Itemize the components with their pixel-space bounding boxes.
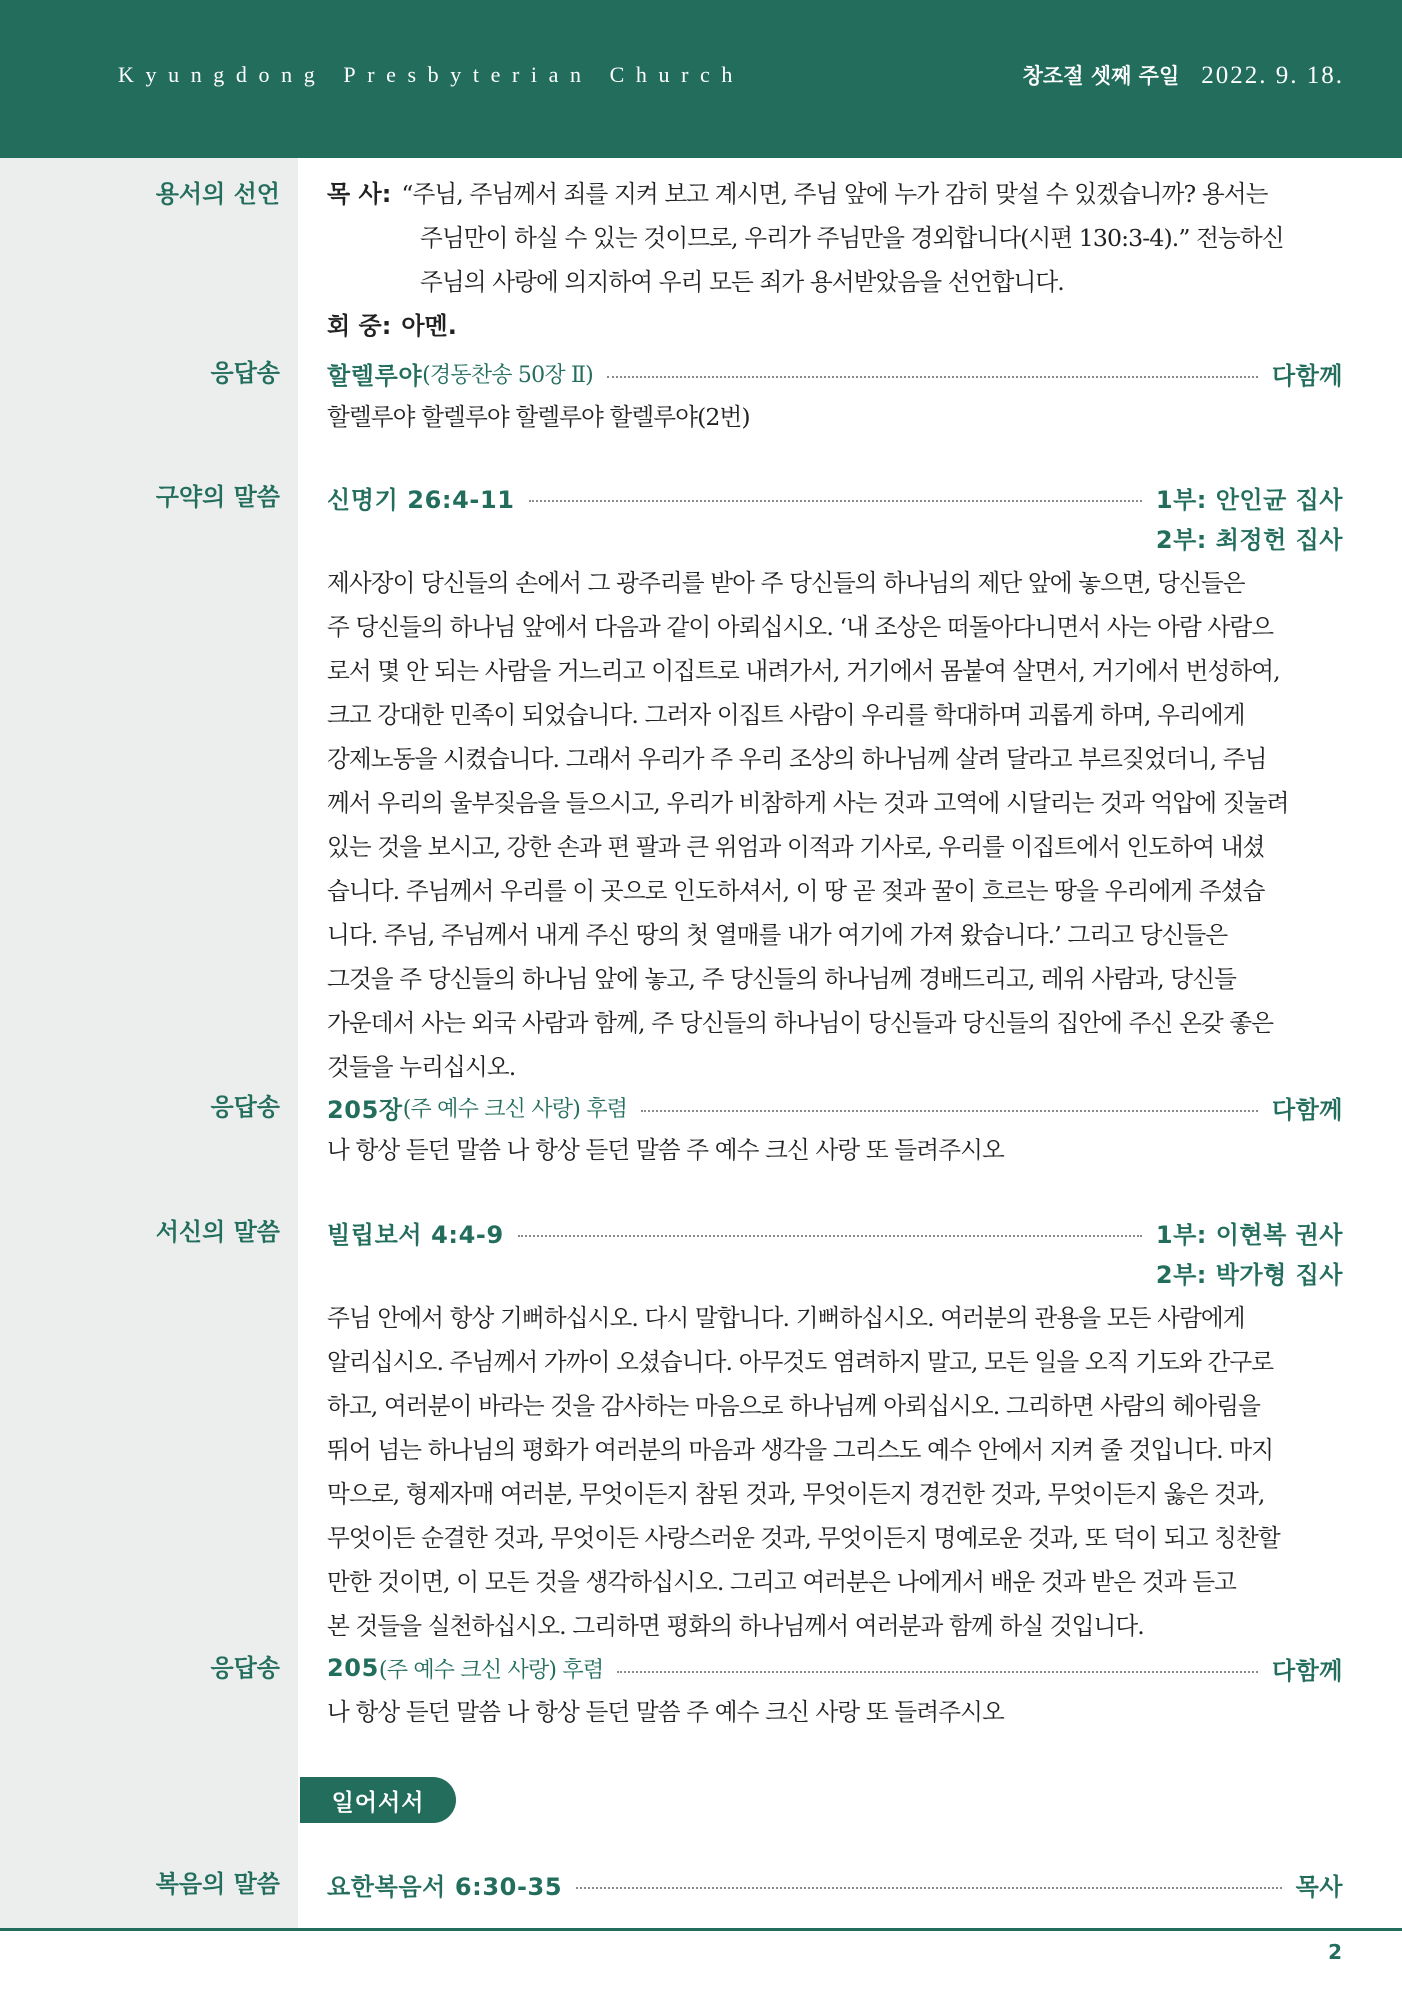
passage-line: 막으로, 형제자매 여러분, 무엇이든지 참된 것과, 무엇이든지 경건한 것과, 무엇이든지 옳은 것과, (327, 1480, 1265, 1508)
ot-reference: 신명기 26:4-11 (327, 485, 515, 514)
response-row-2 (327, 1085, 1343, 1129)
passage-line: 크고 강대한 민족이 되었습니다. 그러자 이집트 사람이 우리를 학대하며 괴롭게 하며, 우리에게 (327, 701, 1245, 729)
response-label-1: 응답송 (210, 359, 280, 387)
liturgical-week: 창조절 셋째 주일 (1022, 64, 1180, 88)
passage-line: 있는 것을 보시고, 강한 손과 편 팔과 큰 위엄과 이적과 기사로, 우리를 이집트에서 인도하여 내셨 (327, 833, 1265, 861)
passage-line: 주님 안에서 항상 기뻐하십시오. 다시 말합니다. 기뻐하십시오. 여러분의 관용을 모든 사람에게 (327, 1304, 1245, 1332)
passage-line: 께서 우리의 울부짖음을 들으시고, 우리가 비참하게 사는 것과 고역에 시달리는 것과 억압에 짓눌려 (327, 789, 1289, 817)
passage-line: 로서 몇 안 되는 사람을 거느리고 이집트로 내려가서, 거기에서 몸붙여 살면서, 거기에서 번성하여, (327, 657, 1280, 685)
dot-leader (641, 1110, 1258, 1112)
response-lyrics-2: 나 항상 듣던 말씀 나 항상 듣던 말씀 주 예수 크신 사랑 또 들려주시오 (327, 1136, 1004, 1164)
passage-line: 무엇이든 순결한 것과, 무엇이든 사랑스러운 것과, 무엇이든지 명예로운 것과, 또 덕이 되고 칭찬할 (327, 1524, 1280, 1552)
gospel-reader: 목사 (1295, 1872, 1343, 1901)
gospel-reference: 요한복음서 6:30-35 (327, 1872, 563, 1901)
passage-line: 알리십시오. 주님께서 가까이 오셨습니다. 아무것도 염려하지 말고, 모든 일을 오직 기도와 간구로 (327, 1348, 1274, 1376)
epistle-label: 서신의 말씀 (155, 1218, 280, 1246)
passage-line: 가운데서 사는 외국 사람과 함께, 주 당신들의 하나님이 당신들과 당신들의 집안에 주신 온갖 좋은 (327, 1009, 1274, 1037)
response-row-3 (327, 1646, 1343, 1690)
response-lyrics-1: 할렐루야 할렐루야 할렐루야 할렐루야(2번) (327, 403, 750, 431)
ot-passage (327, 561, 1343, 1089)
page-number: 2 (1328, 1940, 1342, 1964)
passage-line: 그것을 주 당신들의 하나님 앞에 놓고, 주 당신들의 하나님께 경배드리고, 레위 사람과, 당신들 (327, 965, 1236, 993)
people-line (327, 304, 1343, 348)
response-subtitle-3: (주 예수 크신 사랑) 후렴 (378, 1657, 604, 1683)
passage-line: 만한 것이면, 이 모든 것을 생각하십시오. 그리고 여러분은 나에게서 배운 것과 받은 것과 듣고 (327, 1568, 1236, 1596)
pastor-line-1 (327, 172, 1343, 216)
response-title-2: 205장 (327, 1095, 403, 1124)
passage-line: 제사장이 당신들의 손에서 그 광주리를 받아 주 당신들의 하나님의 제단 앞에 놓으면, 당신들은 (327, 569, 1245, 597)
passage-line: 니다. 주님, 주님께서 내게 주신 땅의 첫 열매를 내가 여기에 가져 왔습니다.’ 그리고 당신들은 (327, 921, 1228, 949)
epistle-passage (327, 1296, 1343, 1648)
stand-up-badge: 일어서서 (300, 1777, 456, 1823)
service-date: 2022. 9. 18. (1201, 62, 1344, 89)
ot-reader-2: 2부: 최정헌 집사 (1155, 526, 1343, 554)
epistle-row (327, 1210, 1343, 1254)
response-subtitle-1: (경동찬송 50장 Ⅱ) (422, 362, 593, 388)
passage-line: 강제노동을 시켰습니다. 그래서 우리가 주 우리 조상의 하나님께 살려 달라고 부르짖었더니, 주님 (327, 745, 1267, 773)
passage-line: 뛰어 넘는 하나님의 평화가 여러분의 마음과 생각을 그리스도 예수 안에서 지켜 줄 것입니다. 마지 (327, 1436, 1274, 1464)
epistle-reader-1: 1부: 이현복 권사 (1155, 1220, 1343, 1249)
ot-reading-row (327, 475, 1343, 519)
absolution-label: 용서의 선언 (155, 180, 280, 208)
response-performer-1: 다함께 (1271, 361, 1343, 390)
ot-reader-1: 1부: 안인균 집사 (1155, 485, 1343, 514)
response-performer-3: 다함께 (1271, 1656, 1343, 1685)
response-subtitle-2: (주 예수 크신 사랑) 후렴 (402, 1096, 628, 1122)
church-name: Kyungdong Presbyterian Church (118, 62, 745, 87)
passage-line: 본 것들을 실천하십시오. 그리하면 평화의 하나님께서 여러분과 함께 하실 것입니다. (327, 1612, 1144, 1640)
people-speaker: 회 중: (327, 312, 392, 340)
pastor-line-2: 주님만이 하실 수 있는 것이므로, 우리가 주님만을 경외합니다(시편 130:3-4).” 전능하신 (420, 224, 1284, 252)
gospel-row (327, 1862, 1343, 1906)
response-lyrics-3: 나 항상 듣던 말씀 나 항상 듣던 말씀 주 예수 크신 사랑 또 들려주시오 (327, 1698, 1004, 1726)
response-row-1 (327, 351, 1343, 395)
passage-line: 하고, 여러분이 바라는 것을 감사하는 마음으로 하나님께 아뢰십시오. 그리하면 사람의 헤아림을 (327, 1392, 1260, 1420)
dot-leader (518, 1235, 1142, 1237)
ot-reading-label: 구약의 말씀 (155, 483, 280, 511)
passage-line: 것들을 누리십시오. (327, 1053, 516, 1081)
dot-leader (529, 500, 1142, 502)
epistle-reader-2: 2부: 박가형 집사 (1155, 1261, 1343, 1289)
response-title-1: 할렐루야 (327, 361, 423, 390)
page-header (0, 0, 1402, 158)
gospel-label: 복음의 말씀 (155, 1870, 280, 1898)
pastor-line-3: 주님의 사랑에 의지하여 우리 모든 죄가 용서받았음을 선언합니다. (420, 268, 1064, 296)
dot-leader (617, 1671, 1258, 1673)
response-performer-2: 다함께 (1271, 1095, 1343, 1124)
response-label-3: 응답송 (210, 1654, 280, 1682)
dot-leader (576, 1887, 1281, 1889)
response-title-3: 205 (327, 1654, 379, 1682)
pastor-speaker: 목 사: (327, 180, 392, 208)
header-date-block (1023, 60, 1344, 90)
response-label-2: 응답송 (210, 1093, 280, 1121)
epistle-reference: 빌립보서 4:4-9 (327, 1220, 504, 1249)
pastor-text-1: “주님, 주님께서 죄를 지켜 보고 계시면, 주님 앞에 누가 감히 맞설 수 있겠습니까? 용서는 (401, 180, 1268, 208)
passage-line: 주 당신들의 하나님 앞에서 다음과 같이 아뢰십시오. ‘내 조상은 떠돌아다니면서 사는 아람 사람으 (327, 613, 1274, 641)
people-response: 아멘. (401, 312, 457, 340)
footer-rule (0, 1928, 1402, 1931)
passage-line: 습니다. 주님께서 우리를 이 곳으로 인도하셔서, 이 땅 곧 젖과 꿀이 흐르는 땅을 우리에게 주셨습 (327, 877, 1265, 905)
dot-leader (607, 376, 1258, 378)
